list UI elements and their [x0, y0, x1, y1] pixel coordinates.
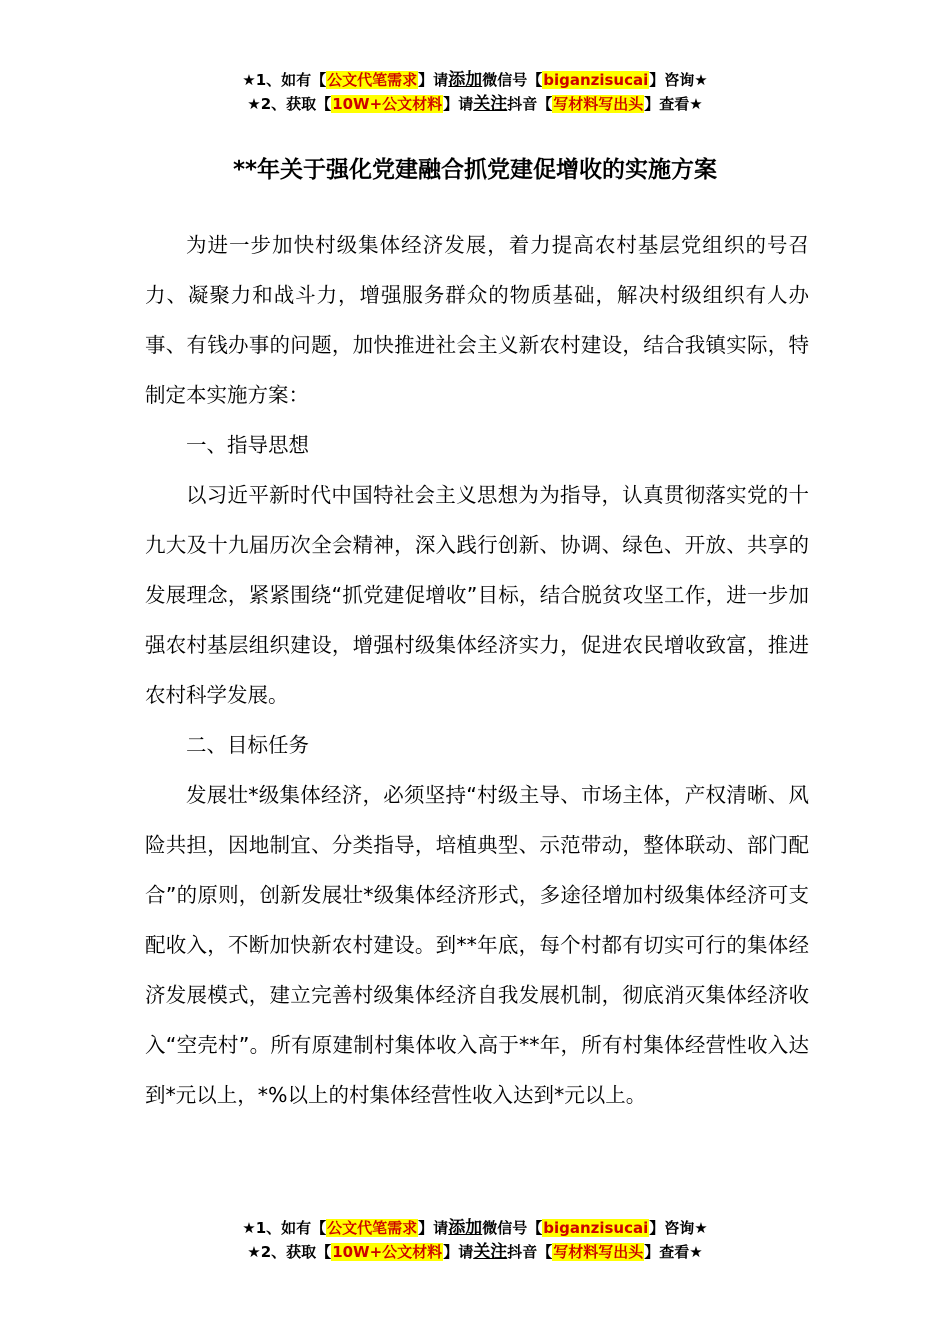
banner-highlight: biganzisucai [543, 71, 649, 89]
banner-emphasis: 添加 [448, 70, 483, 90]
banner-text: 】请 [443, 1243, 474, 1261]
banner-line-1 [0, 1216, 950, 1240]
banner-text: 】查看★ [644, 95, 703, 113]
footer-banner [0, 1216, 950, 1264]
banner-line-2 [0, 1240, 950, 1264]
banner-highlight: biganzisucai [543, 1219, 649, 1237]
banner-highlight: 10W+公文材料 [332, 95, 443, 113]
banner-highlight: 写材料写出头 [553, 1243, 644, 1261]
banner-text: 微信号【 [482, 1219, 543, 1237]
banner-emphasis: 关注 [473, 94, 508, 114]
banner-line-1 [0, 68, 950, 92]
banner-text: ★1、如有【 [242, 1219, 327, 1237]
section-heading-2: 二、目标任务 [186, 733, 309, 757]
banner-highlight: 公文代笔需求 [327, 71, 418, 89]
document-body [145, 220, 809, 1120]
section-1-paragraph: 以习近平新时代中国特社会主义思想为为指导，认真贯彻落实党的十九大及十九届历次全会精神，深入践行创新、协调、绿色、开放、共享的发展理念，紧紧围绕“抓党建促增收”目标，结合脱贫攻坚工作，进一步加强农村基层组织建设，增强村级集体经济实力，促进农民增收致富，推进农村科学发展。 [145, 483, 809, 707]
banner-line-2 [0, 92, 950, 116]
banner-text: ★2、获取【 [247, 95, 332, 113]
banner-highlight: 公文代笔需求 [327, 1219, 418, 1237]
document-title: **年关于强化党建融合抓党建促增收的实施方案 [232, 157, 718, 183]
banner-emphasis: 添加 [448, 1218, 483, 1238]
banner-highlight: 写材料写出头 [553, 95, 644, 113]
banner-highlight: 10W+公文材料 [332, 1243, 443, 1261]
banner-text: 】查看★ [644, 1243, 703, 1261]
banner-text: 抖音【 [507, 1243, 553, 1261]
section-heading-1: 一、指导思想 [186, 433, 309, 457]
banner-emphasis: 关注 [473, 1242, 508, 1262]
banner-text: 】请 [418, 71, 449, 89]
banner-text: 】请 [443, 95, 474, 113]
section-2-paragraph: 发展壮*级集体经济，必须坚持“村级主导、市场主体，产权清晰、风险共担，因地制宜、分类指导，培植典型、示范带动，整体联动、部门配合”的原则，创新发展壮*级集体经济形式，多途径增加村级集体经济可支配收入，不断加快新农村建设。到**年底，每个村都有切实可行的集体经济发展模式，建立完善村级集体经济自我发展机制，彻底消灭集体经济收入“空壳村”。所有原建制村集体收入高于**年，所有村集体经营性收入达到*元以上，*%以上的村集体经营性收入达到*元以上。 [145, 783, 809, 1107]
intro-paragraph: 为进一步加快村级集体经济发展，着力提高农村基层党组织的号召力、凝聚力和战斗力，增强服务群众的物质基础，解决村级组织有人办事、有钱办事的问题，加快推进社会主义新农村建设，结合我镇实际，特制定本实施方案： [145, 233, 809, 407]
banner-text: ★2、获取【 [247, 1243, 332, 1261]
banner-text: 】请 [418, 1219, 449, 1237]
banner-text: 】咨询★ [649, 71, 708, 89]
header-banner [0, 68, 950, 116]
banner-text: 】咨询★ [649, 1219, 708, 1237]
banner-text: ★1、如有【 [242, 71, 327, 89]
banner-text: 抖音【 [507, 95, 553, 113]
banner-text: 微信号【 [482, 71, 543, 89]
